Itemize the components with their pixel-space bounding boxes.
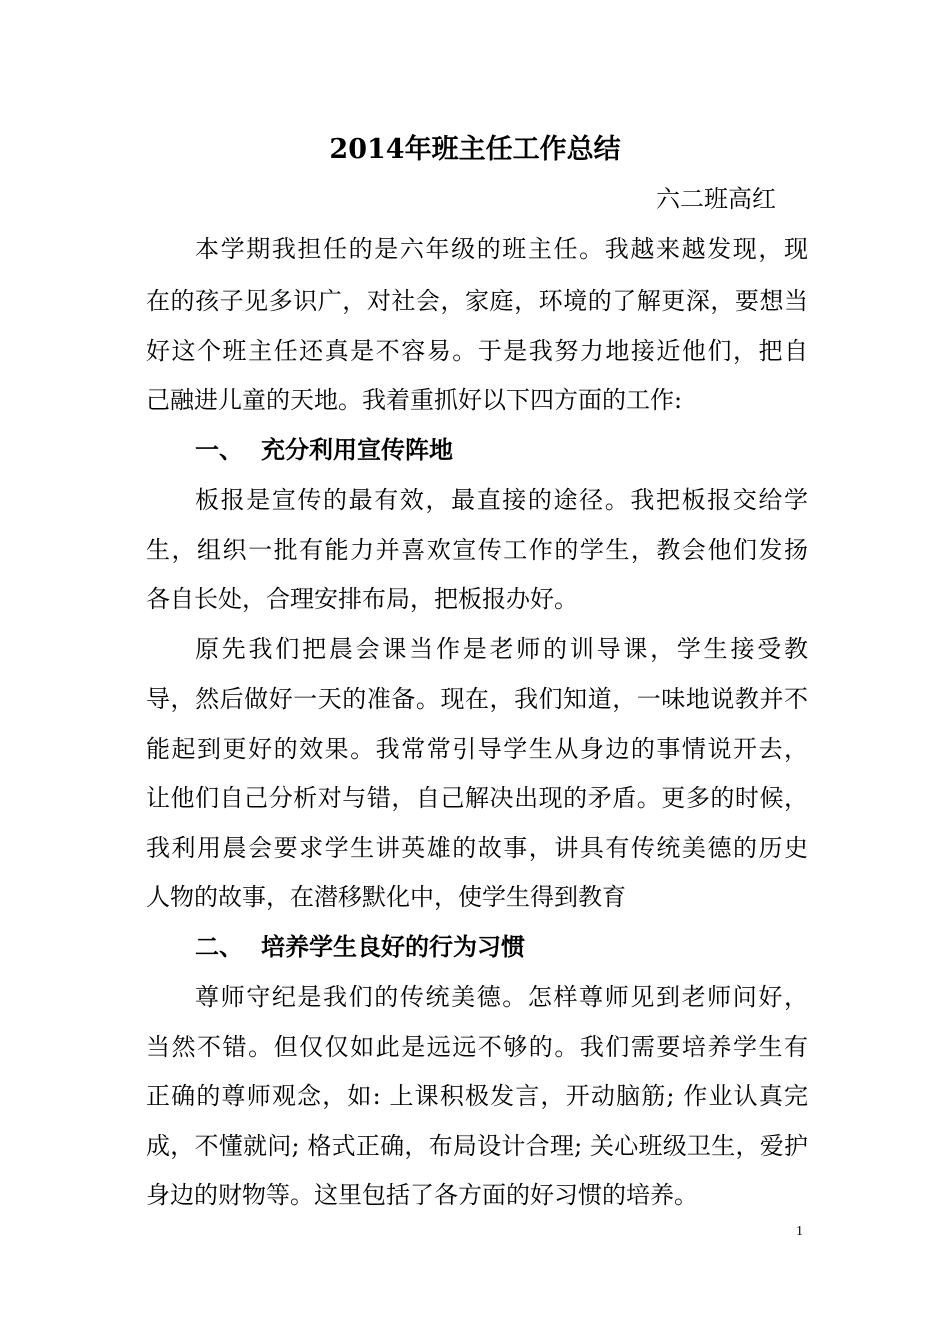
intro-line-3: 好这个班主任还真是不容易。于是我努力地接近他们，把自 bbox=[146, 337, 808, 365]
s2-p1-line-5: 身边的财物等。这里包括了各方面的好习惯的培养。 bbox=[146, 1181, 698, 1209]
author-name: 六二班高红 bbox=[656, 185, 776, 213]
s2-p1-line-1: 尊师守纪是我们的传统美德。怎样尊师见到老师问好， bbox=[195, 983, 808, 1011]
section-title-2: 培养学生良好的行为习惯 bbox=[261, 933, 525, 961]
section-heading-1 bbox=[195, 433, 453, 467]
s1-p2-line-1: 原先我们把晨会课当作是老师的训导课，学生接受教 bbox=[195, 635, 808, 663]
intro-line-4: 己融进儿童的天地。我着重抓好以下四方面的工作: bbox=[146, 386, 683, 414]
page-number: 1 bbox=[796, 1224, 803, 1239]
section-title-1: 充分利用宣传阵地 bbox=[261, 436, 453, 464]
s2-p1-line-2: 当然不错。但仅仅如此是远远不够的。我们需要培养学生有 bbox=[146, 1033, 808, 1061]
s1-p2-line-4: 让他们自己分析对与错，自己解决出现的矛盾。更多的时候， bbox=[146, 784, 808, 812]
s1-p2-line-5: 我利用晨会要求学生讲英雄的故事，讲具有传统美德的历史 bbox=[146, 834, 808, 862]
s2-p1-line-3: 正确的尊师观念，如: 上课积极发言，开动脑筋; 作业认真完 bbox=[146, 1082, 808, 1110]
s1-p1-line-3: 各自长处，合理安排布局，把板报办好。 bbox=[146, 585, 578, 613]
section-number-2: 二、 bbox=[195, 933, 243, 961]
document-title: 2014年班主任工作总结 bbox=[329, 134, 621, 165]
s2-p1-line-4: 成，不懂就问; 格式正确，布局设计合理; 关心班级卫生，爱护 bbox=[146, 1132, 808, 1160]
s1-p2-line-6: 人物的故事，在潜移默化中，使学生得到教育 bbox=[146, 883, 626, 911]
section-heading-2 bbox=[195, 930, 525, 964]
s1-p1-line-1: 板报是宣传的最有效，最直接的途径。我把板报交给学 bbox=[195, 486, 808, 514]
s1-p2-line-2: 导，然后做好一天的准备。现在，我们知道，一味地说教并不 bbox=[146, 685, 808, 713]
section-number-1: 一、 bbox=[195, 436, 243, 464]
s1-p2-line-3: 能起到更好的效果。我常常引导学生从身边的事情说开去， bbox=[146, 735, 808, 763]
intro-line-2: 在的孩子见多识广，对社会，家庭，环境的了解更深，要想当 bbox=[146, 287, 808, 315]
s1-p1-line-2: 生，组织一批有能力并喜欢宣传工作的学生，教会他们发扬 bbox=[146, 536, 808, 564]
intro-line-1: 本学期我担任的是六年级的班主任。我越来越发现，现 bbox=[195, 235, 808, 263]
